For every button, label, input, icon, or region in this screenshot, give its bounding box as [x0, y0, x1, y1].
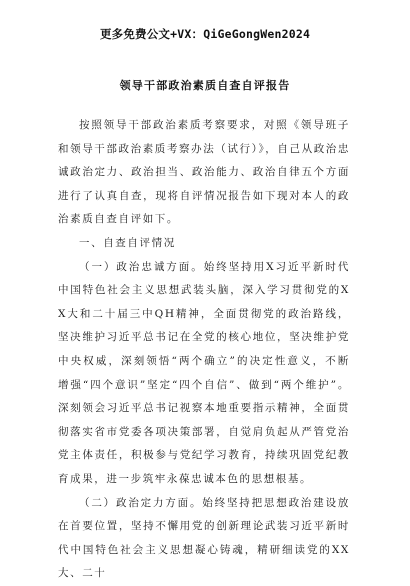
section-heading: 一、自查自评情况 — [79, 236, 176, 249]
intro-paragraph: 按照领导干部政治素质考察要求，对照《领导班子和领导干部政治素质考察办法（试行）》，自己从政治忠诚政治定力、政治担当、政治能力、政治自律五个方面进行了认真自查，现将自评情况报告如下现对本人的政治素质自查自评如下。 — [58, 119, 350, 226]
document-body — [58, 114, 350, 586]
political-stability-paragraph: （二）政治定力方面。始终坚持把思想政治建设放在首要位置，坚持不懈用党的创新理论武装习近平新时代中国特色社会主义思想凝心铸魂，精研细读党的XX大、二十 — [58, 496, 350, 580]
document-title: 领导干部政治素质自查自评报告 — [119, 79, 291, 92]
political-loyalty-paragraph: （一）政治忠诚方面。始终坚持用X习近平新时代中国特色社会主义思想武装头脑，深入学习贯彻党的XX大和二十届三中QH精神，全面贯彻党的政治路线，坚决维护习近平总书记在全党的核心地位，坚决维护党中央权威，深刻领悟“两个确立”的决定性意义，不断增强“四个意识”坚定“四个自信”、做到“两个维护”。深刻领会习近平总书记视察本地重要指示精神，全面贯彻落实省市党委各项决策部署，自觉肩负起从严管党治党主体责任，积极参与党纪学习教育，持续巩固党纪教育成果，进一步筑牢永葆忠诚本色的思想根基。 — [58, 260, 350, 485]
promo-banner: 更多免费公文+VX：QiGeGongWen2024 — [99, 27, 311, 41]
